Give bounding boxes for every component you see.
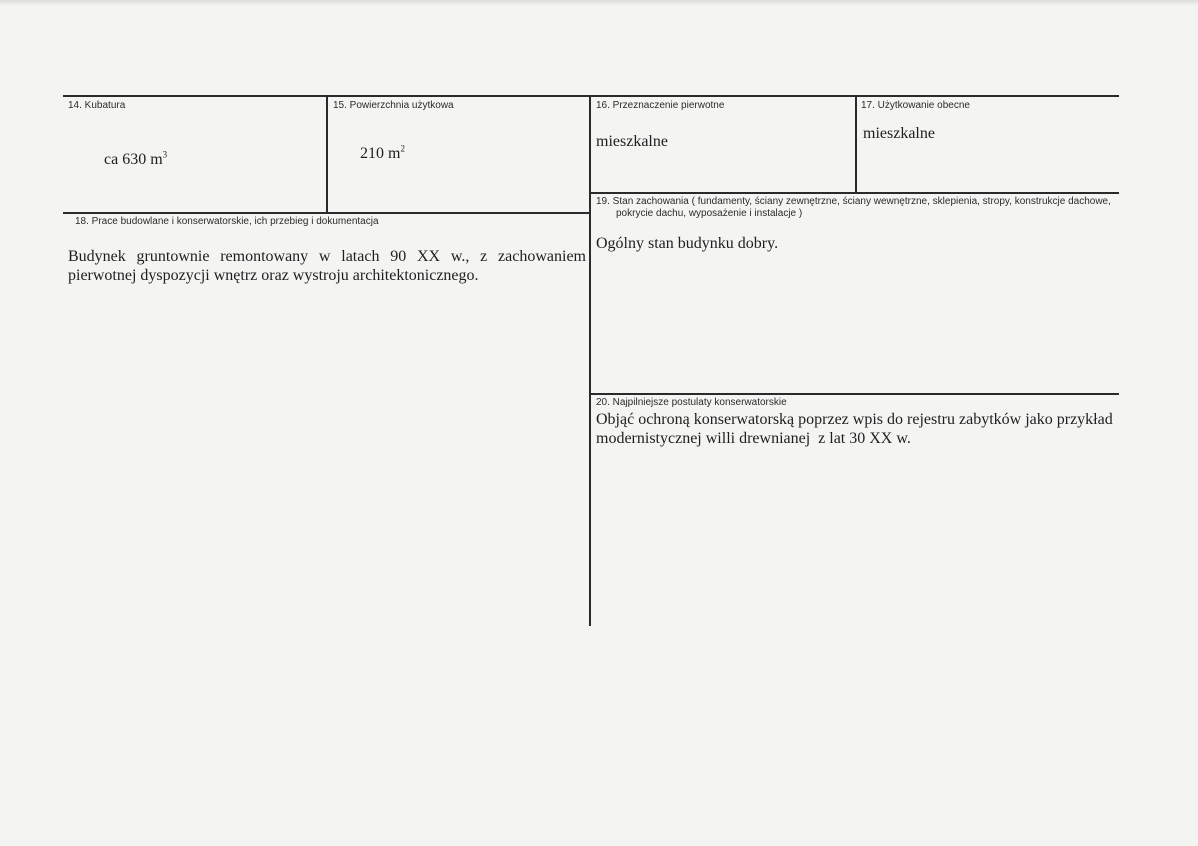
field-16-label: 16. Przeznaczenie pierwotne	[596, 100, 725, 111]
line-above-18	[63, 212, 590, 214]
field-15-value-text: 210 m	[360, 145, 401, 162]
field-17-label: 17. Użytkowanie obecne	[861, 100, 970, 111]
field-14-value-text: ca 630 m	[104, 151, 163, 168]
field-15-label: 15. Powierzchnia użytkowa	[333, 100, 454, 111]
line-above-20	[590, 393, 1119, 395]
divider-16-17	[855, 96, 857, 192]
field-16-value: mieszkalne	[596, 133, 668, 150]
field-15-value-exponent: 2	[400, 143, 405, 154]
field-14-label: 14. Kubatura	[68, 100, 126, 111]
field-14-value	[104, 150, 167, 169]
top-border-line	[63, 95, 1119, 97]
field-20-label: 20. Najpilniejsze postulaty konserwatorskie	[596, 397, 787, 408]
field-19-value: Ogólny stan budynku dobry.	[596, 235, 779, 252]
divider-14-15	[326, 96, 328, 212]
field-14-value-exponent: 3	[162, 149, 168, 160]
field-19-label: 19. Stan zachowania ( fundamenty, ściany zewnętrzne, ściany wewnętrzne, sklepienia, stropy, konstrukcje dachowe, pokrycie dachu, wyposażenie i instalacje )	[596, 196, 1111, 219]
field-15-value	[360, 144, 405, 163]
field-18-label: 18. Prace budowlane i konserwatorskie, ich przebieg i dokumentacja	[75, 216, 379, 227]
field-18-value: Budynek gruntownie remontowany w latach 90 XX w., z zachowaniem pierwotnej dyspozycji wnętrz oraz wystroju architektonicznego.	[68, 248, 586, 284]
scan-edge-shadow	[0, 0, 1198, 6]
field-17-value: mieszkalne	[863, 125, 935, 142]
divider-left-right	[589, 96, 591, 626]
field-20-value: Objąć ochroną konserwatorską poprzez wpis do rejestru zabytków jako przykład modernistycznej willi drewnianej z lat 30 XX w.	[596, 411, 1117, 447]
line-above-19	[590, 192, 1119, 194]
